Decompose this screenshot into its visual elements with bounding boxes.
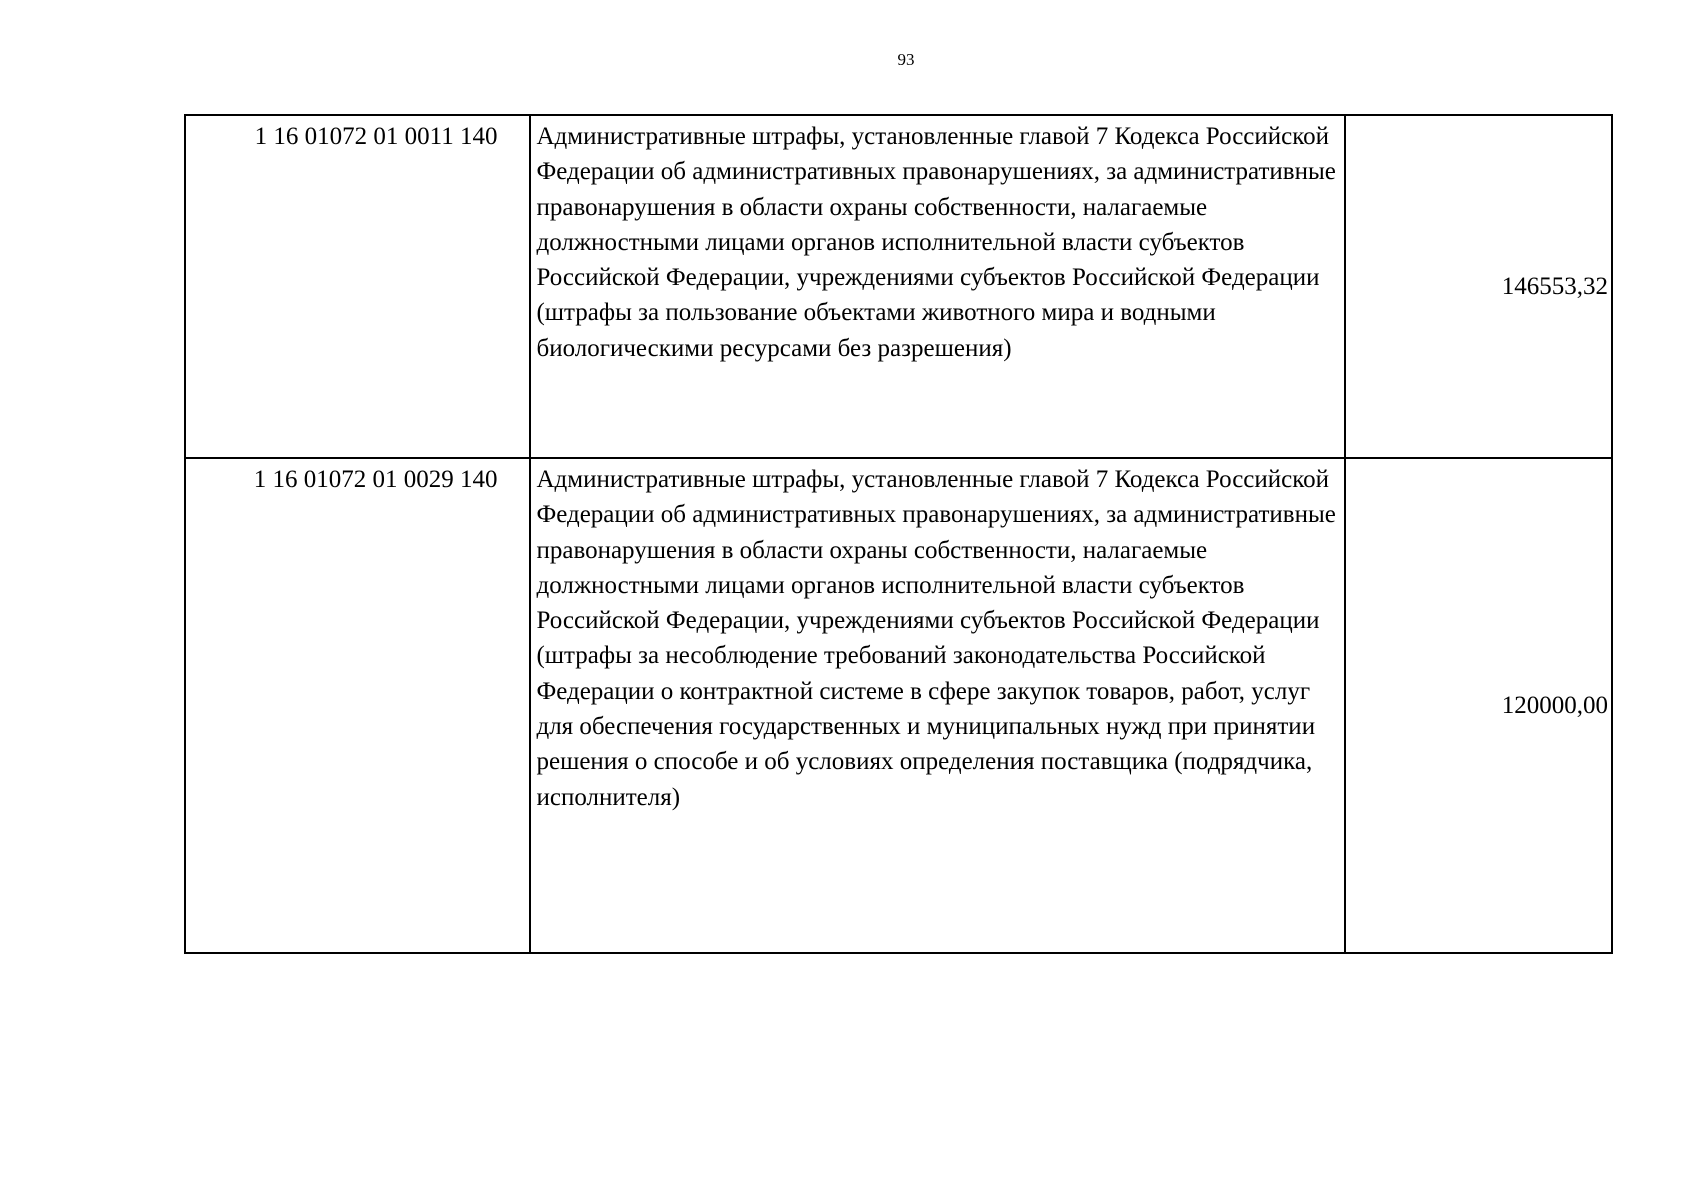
table-row [185,115,1612,458]
description-cell: Административные штрафы, установленные главой 7 Кодекса Российской Федерации об административных правонарушениях, за административные правонарушения в области охраны собственности, налагаемые должностными лицами органов исполнительной власти субъектов Российской Федерации, учреждениями субъектов Российской Федерации (штрафы за несоблюдение требований законодательства Российской Федерации о контрактной системе в сфере закупок товаров, работ, услуг для обеспечения государственных и муниципальных нужд при принятии решения о способе и об условиях определения поставщика (подрядчика, исполнителя) [530,458,1344,953]
description-cell: Административные штрафы, установленные главой 7 Кодекса Российской Федерации об административных правонарушениях, за административные правонарушения в области охраны собственности, налагаемые должностными лицами органов исполнительной власти субъектов Российской Федерации, учреждениями субъектов Российской Федерации (штрафы за пользование объектами животного мира и водными биологическими ресурсами без разрешения) [530,115,1344,458]
budget-code-cell: 1 16 01072 01 0029 140 [185,458,530,953]
table-row [185,458,1612,953]
budget-code-cell: 1 16 01072 01 0011 140 [185,115,530,458]
page-number: 93 [897,50,915,69]
revenue-table [184,114,1613,954]
amount-cell: 120000,00 [1345,458,1612,953]
amount-cell: 146553,32 [1345,115,1612,458]
